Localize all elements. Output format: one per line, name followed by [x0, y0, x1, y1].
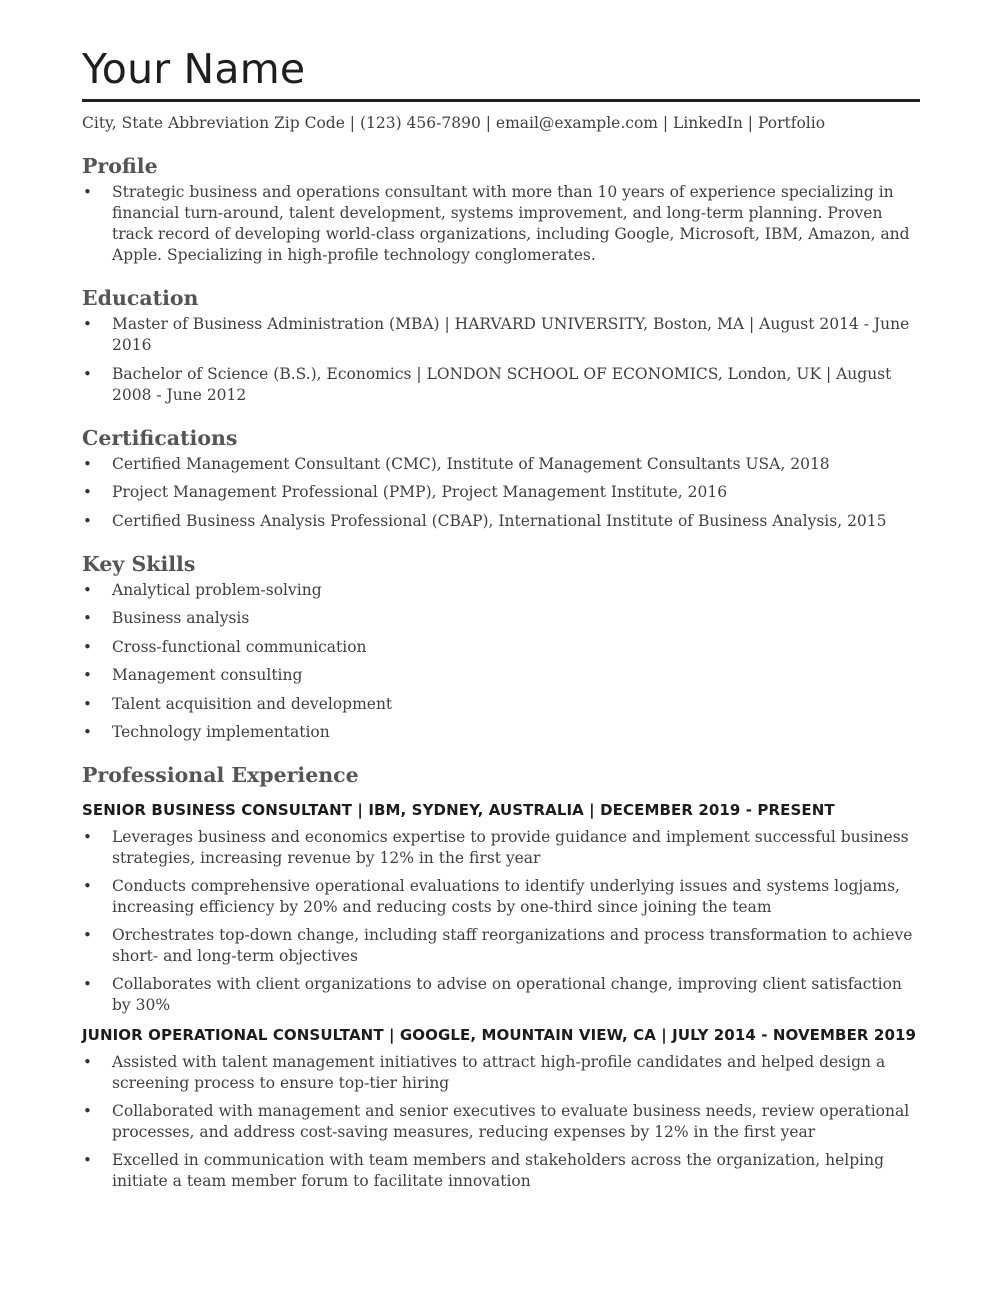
section-heading-profile: Profile — [82, 154, 158, 178]
bullet-icon: • — [83, 637, 92, 656]
list-item — [82, 182, 920, 266]
resume-page — [82, 44, 920, 1199]
job-duty: Conducts comprehensive operational evaluations to identify underlying issues and systems logjams, increasing efficiency by 20% and reducing costs by one-third since joining the team — [112, 877, 900, 916]
certification-entry: Certified Business Analysis Professional (CBAP), International Institute of Business Analysis, 2015 — [112, 511, 887, 530]
job-duty: Orchestrates top-down change, including staff reorganizations and process transformation to achieve short- and long-term objectives — [112, 926, 913, 965]
skill-entry: Technology implementation — [112, 723, 330, 741]
list-item — [82, 454, 920, 475]
bullet-icon: • — [83, 511, 92, 530]
certification-entry: Project Management Professional (PMP), Project Management Institute, 2016 — [112, 483, 728, 501]
skills-section — [82, 550, 920, 744]
certifications-section — [82, 424, 920, 532]
header-divider — [82, 99, 920, 102]
bullet-icon: • — [83, 828, 92, 846]
profile-summary: Strategic business and operations consultant with more than 10 years of experience specializing in financial turn-around, talent development, systems improvement, and long-term planning. Proven track record of developing world-class organizations, including Google, Microsoft, IBM, Amazon, and Apple. Specializing in high-profile technology conglomerates. — [112, 183, 910, 264]
education-section — [82, 284, 920, 406]
certifications-list — [82, 454, 920, 532]
list-item — [82, 637, 920, 658]
bullet-icon: • — [83, 315, 92, 333]
list-item — [82, 314, 920, 356]
list-item — [82, 827, 920, 869]
section-heading-skills: Key Skills — [82, 551, 196, 576]
list-item — [82, 665, 920, 686]
section-heading-experience: Professional Experience — [82, 763, 359, 787]
list-item — [82, 511, 920, 532]
job-duty: Leverages business and economics expertise to provide guidance and implement successful business strategies, increasing revenue by 12% in the first year — [112, 828, 909, 867]
skills-list — [82, 580, 920, 744]
education-entry: Master of Business Administration (MBA) | HARVARD UNIVERSITY, Boston, MA | August 2014 - June 2016 — [112, 315, 910, 354]
bullet-icon: • — [83, 877, 92, 895]
bullet-icon: • — [83, 666, 92, 684]
bullet-icon: • — [83, 609, 92, 627]
experience-section — [82, 761, 920, 1192]
bullet-icon: • — [83, 1053, 92, 1071]
list-item — [82, 1150, 920, 1192]
list-item — [82, 876, 920, 918]
list-item — [82, 608, 920, 629]
contact-line: City, State Abbreviation Zip Code | (123) 456-7890 | email@example.com | LinkedIn | Portfolio — [82, 114, 826, 132]
job-title-ibm: SENIOR BUSINESS CONSULTANT | IBM, SYDNEY, AUSTRALIA | DECEMBER 2019 - PRESENT — [82, 801, 835, 819]
job-duty: Collaborated with management and senior executives to evaluate business needs, review operational processes, and address cost-saving measures, reducing expenses by 12% in the first year — [112, 1102, 910, 1141]
list-item — [82, 364, 920, 406]
list-item — [82, 974, 920, 1016]
job-title-google: JUNIOR OPERATIONAL CONSULTANT | GOOGLE, MOUNTAIN VIEW, CA | JULY 2014 - NOVEMBER 2019 — [82, 1026, 917, 1044]
resume-name: Your Name — [82, 45, 306, 93]
education-entry: Bachelor of Science (B.S.), Economics | LONDON SCHOOL OF ECONOMICS, London, UK | August 2008 - June 2012 — [112, 364, 892, 404]
skill-entry: Business analysis — [112, 609, 250, 627]
bullet-icon: • — [83, 364, 92, 383]
bullet-icon: • — [83, 975, 92, 993]
job-duties-list — [82, 1052, 920, 1192]
bullet-icon: • — [83, 723, 92, 741]
job-duty: Excelled in communication with team members and stakeholders across the organization, helping initiate a team member forum to facilitate innovation — [112, 1151, 885, 1190]
bullet-icon: • — [83, 1102, 92, 1120]
profile-list — [82, 182, 920, 266]
bullet-icon: • — [83, 926, 92, 944]
list-item — [82, 722, 920, 743]
skill-entry: Cross-functional communication — [112, 637, 367, 656]
list-item — [82, 694, 920, 715]
list-item — [82, 1052, 920, 1094]
bullet-icon: • — [83, 454, 92, 473]
section-heading-education: Education — [82, 286, 199, 310]
bullet-icon: • — [83, 183, 92, 201]
list-item — [82, 925, 920, 967]
bullet-icon: • — [83, 483, 92, 501]
certification-entry: Certified Management Consultant (CMC), Institute of Management Consultants USA, 2018 — [112, 454, 830, 473]
skill-entry: Talent acquisition and development — [112, 694, 393, 713]
bullet-icon: • — [83, 580, 92, 599]
skill-entry: Management consulting — [112, 666, 303, 684]
job-duty: Collaborates with client organizations to advise on operational change, improving client satisfaction by 30% — [112, 975, 902, 1014]
section-heading-certifications: Certifications — [82, 425, 238, 450]
job-duty: Assisted with talent management initiatives to attract high-profile candidates and helped design a screening process to ensure top-tier hiring — [112, 1053, 886, 1092]
skill-entry: Analytical problem-solving — [112, 580, 322, 599]
job-duties-list — [82, 827, 920, 1016]
list-item — [82, 580, 920, 601]
education-list — [82, 314, 920, 406]
profile-section — [82, 152, 920, 266]
list-item — [82, 1101, 920, 1143]
bullet-icon: • — [83, 1151, 92, 1169]
bullet-icon: • — [83, 694, 92, 713]
list-item — [82, 482, 920, 503]
